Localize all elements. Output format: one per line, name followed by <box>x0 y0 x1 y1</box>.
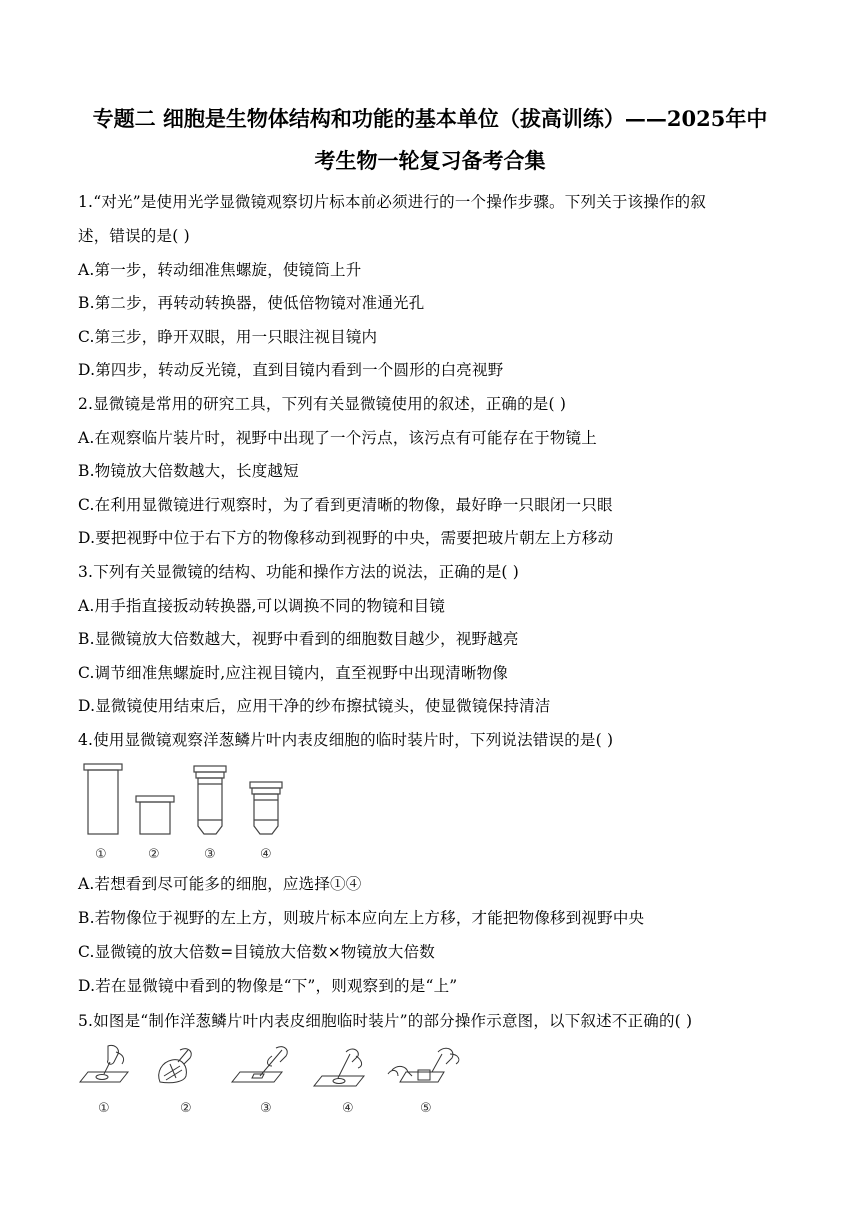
q1-option-c: C.第三步，睁开双眼，用一只眼注视目镜内 <box>78 328 378 346</box>
q4-figure-label-1: ① <box>95 847 107 862</box>
q4-figure-label-4: ④ <box>260 847 272 862</box>
q4-figure-label-3: ③ <box>204 847 216 862</box>
q5-figure-label-1: ① <box>98 1101 110 1116</box>
q2-option-c: C.在利用显微镜进行观察时，为了看到更清晰的物像，最好睁一只眼闭一只眼 <box>78 496 613 514</box>
spread-epidermis-icon <box>232 1047 287 1082</box>
q1-option-a: A.第一步，转动细准焦螺旋，使镜筒上升 <box>78 261 362 279</box>
q1-option-d: D.第四步，转动反光镜，直到目镜内看到一个圆形的白亮视野 <box>78 361 504 379</box>
q4-option-d: D.若在显微镜中看到的物像是“下”，则观察到的是“上” <box>78 977 458 995</box>
q1-stem-line-2: 述，错误的是( ) <box>78 227 190 245</box>
q4-option-a: A.若想看到尽可能多的细胞，应选择①④ <box>78 875 362 893</box>
q4-option-c: C.显微镜的放大倍数=目镜放大倍数×物镜放大倍数 <box>78 943 436 961</box>
q3-stem: 3.下列有关显微镜的结构、功能和操作方法的说法，正确的是( ) <box>78 563 520 581</box>
place-coverslip-icon <box>314 1049 364 1086</box>
q1-stem-line-1: 1.“对光”是使用光学显微镜观察切片标本前必须进行的一个操作步骤。下列关于该操作的叙 <box>78 193 707 211</box>
document-title-line-1: 专题二 细胞是生物体结构和功能的基本单位（拔高训练）——2025年中 <box>92 106 768 131</box>
q4-option-b: B.若物像位于视野的左上方，则玻片标本应向左上方移，才能把物像移到视野中央 <box>78 909 645 927</box>
drop-water-on-slide-icon <box>80 1045 128 1082</box>
q3-option-b: B.显微镜放大倍数越大，视野中看到的细胞数目越少，视野越亮 <box>78 630 519 648</box>
q2-option-b: B.物镜放大倍数越大，长度越短 <box>78 462 299 480</box>
q3-option-a: A.用手指直接扳动转换器,可以调换不同的物镜和目镜 <box>78 597 446 615</box>
eyepiece-short-icon <box>136 796 174 834</box>
q5-figure-label-3: ③ <box>260 1101 272 1116</box>
q2-option-d: D.要把视野中位于右下方的物像移动到视野的中央，需要把玻片朝左上方移动 <box>78 529 614 547</box>
q2-stem: 2.显微镜是常用的研究工具，下列有关显微镜使用的叙述，正确的是( ) <box>78 395 567 413</box>
eyepiece-long-icon <box>84 764 122 834</box>
q5-figure-label-2: ② <box>180 1101 192 1116</box>
q3-option-c: C.调节细准焦螺旋时,应注视目镜内，直至视野中出现清晰物像 <box>78 664 508 682</box>
q4-figure-label-2: ② <box>148 847 160 862</box>
objective-long-icon <box>194 766 226 834</box>
stain-cells-icon <box>388 1048 459 1082</box>
tear-epidermis-icon <box>159 1049 192 1083</box>
q5-stem: 5.如图是“制作洋葱鳞片叶内表皮细胞临时装片”的部分操作示意图，以下叙述不正确的( ) <box>78 1012 693 1030</box>
q4-lens-figure <box>78 762 298 866</box>
q2-option-a: A.在观察临片装片时，视野中出现了一个污点，该污点有可能存在于物镜上 <box>78 429 597 447</box>
document-title-line-2: 考生物一轮复习备考合集 <box>314 148 546 173</box>
q1-option-b: B.第二步，再转动转换器，使低倍物镜对准通光孔 <box>78 294 425 312</box>
q5-figure-label-4: ④ <box>342 1101 354 1116</box>
q5-figure-label-5: ⑤ <box>420 1101 432 1116</box>
q4-stem: 4.使用显微镜观察洋葱鳞片叶内表皮细胞的临时装片时，下列说法错误的是( ) <box>78 731 614 749</box>
q5-procedure-figure <box>76 1042 476 1116</box>
q3-option-d: D.显微镜使用结束后，应用干净的纱布擦拭镜头，使显微镜保持清洁 <box>78 697 551 715</box>
objective-short-icon <box>250 782 282 834</box>
